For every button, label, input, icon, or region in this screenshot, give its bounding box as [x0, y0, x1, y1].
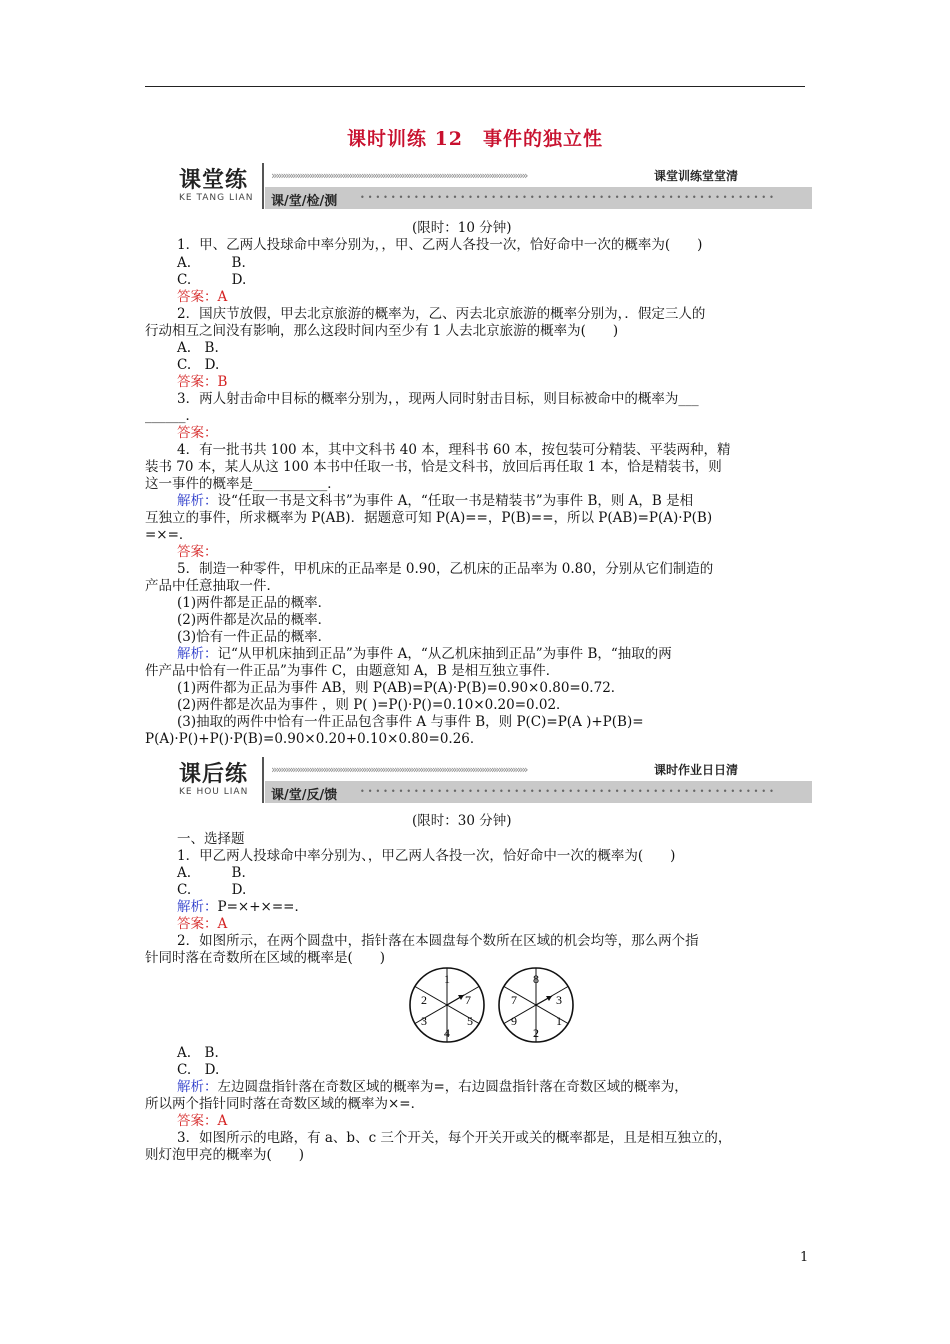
text-line: (2)两件都是次品为事件 ，则 P( )=P()·P()=0.10×0.20=0.02．	[177, 697, 570, 713]
text-line: A. B.	[177, 255, 246, 271]
text-line: C. D.	[177, 357, 220, 373]
banner-tag: 课堂训练堂堂清	[650, 167, 742, 184]
text-line: 件产品中恰有一件正品”为事件 C，由题意知 A，B 是相互独立事件．	[145, 663, 560, 679]
text-line: 互独立的事件，所求概率为 P(AB)．据题意可知 P(A)==，P(B)==，所以 P(AB)=P(A)·P(B)	[145, 510, 713, 526]
text-line: 产品中任意抽取一件．	[145, 578, 280, 594]
text-line: =×=．	[145, 527, 193, 543]
text-line: (3)抽取的两件中恰有一件正品包含事件 A 与事件 B，则 P(C)=P(A )+P(B)=	[177, 714, 644, 730]
text-line: 则灯泡甲亮的概率为( )	[145, 1147, 305, 1163]
spinner-disc-right	[499, 968, 573, 1042]
text-line: 1．甲、乙两人投球命中率分别为，，甲、乙两人各投一次，恰好命中一次的概率为( )	[177, 237, 703, 253]
text-line: 行动相互之间没有影响，那么这段时间内至少有 1 人去北京旅游的概率为( )	[145, 323, 619, 339]
text-line: A. B.	[177, 865, 246, 881]
explanation-line: 解析：设“任取一书是文科书”为事件 A，“任取一书是精装书”为事件 B，则 A，B 是相	[177, 493, 694, 509]
header-rule	[145, 86, 805, 87]
time-limit: (限时：10 分钟)	[412, 220, 512, 236]
explanation-label: 解析：	[177, 493, 218, 509]
text-line: 2．如图所示，在两个圆盘中，指针落在本圆盘每个数所在区域的机会均等，那么两个指	[177, 933, 699, 949]
time-limit: (限时：30 分钟)	[412, 813, 512, 829]
dot-pattern: ••••••••••••••••••••••••••••••••••••••••••••••••••••••	[360, 193, 777, 202]
text-line: A. B.	[177, 1045, 219, 1061]
disc-label: 9	[511, 1014, 517, 1028]
explanation-line: 解析：P=×+×==．	[177, 899, 308, 915]
text-line: (2)两件都是次品的概率．	[177, 612, 332, 628]
banner-subheading: 课/堂/检/测	[271, 194, 338, 209]
text-line: P(A)·P()+P()·P(B)=0.90×0.20+0.10×0.80=0.26．	[145, 731, 484, 747]
explanation-line: 解析：记“从甲机床抽到正品”为事件 A，“从乙机床抽到正品”为事件 B，“抽取的两	[177, 646, 672, 662]
explanation-label: 解析：	[177, 899, 218, 915]
explanation-label: 解析：	[177, 1079, 218, 1095]
banner-subheading: 课/堂/反/馈	[271, 788, 338, 803]
spinner-figure	[402, 966, 590, 1044]
disc-label: 7	[511, 993, 517, 1007]
explanation-line: 解析：左边圆盘指针落在奇数区域的概率为=，右边圆盘指针落在奇数区域的概率为，	[177, 1079, 688, 1095]
page-title: 课时训练 12 事件的独立性	[346, 128, 604, 150]
section-heading: 一、选择题	[177, 831, 245, 847]
banner-heading: 课后练	[179, 762, 249, 787]
text-line: 这一事件的概率是___________．	[145, 476, 341, 492]
answer-line: 答案：A	[177, 1113, 228, 1129]
dot-pattern: ••••••••••••••••••••••••••••••••••••••••••••••••••••••	[360, 787, 777, 796]
text-line: 2．国庆节放假，甲去北京旅游的概率为，乙、丙去北京旅游的概率分别为，．假定三人的	[177, 306, 706, 322]
disc-label: 3	[556, 993, 562, 1007]
text-line: A. B.	[177, 340, 219, 356]
disc-label: 3	[421, 1014, 427, 1028]
text-line: C. D.	[177, 882, 247, 898]
text-line: C. D.	[177, 1062, 220, 1078]
section-banner-classwork	[175, 163, 812, 213]
disc-label: 7	[465, 993, 471, 1007]
text-line: C. D.	[177, 272, 247, 288]
text-line: 所以两个指针同时落在奇数区域的概率为×=．	[145, 1096, 425, 1112]
disc-label: 1	[556, 1014, 562, 1028]
disc-label: 2	[533, 1026, 539, 1040]
answer-line: 答案：	[177, 425, 218, 441]
disc-label: 1	[444, 972, 450, 986]
disc-label: 5	[467, 1014, 473, 1028]
page-number: 1	[800, 1250, 809, 1265]
banner-pinyin: KE TANG LIAN	[179, 193, 254, 203]
arrow-pattern: »»»»»»»»»»»»»»»»»»»»»»»»»»»»»»»»»»»»»»»»»»»»»»»»»»»»»»	[271, 763, 527, 776]
answer-line: 答案：A	[177, 916, 228, 932]
answer-line: 答案：	[177, 544, 218, 560]
explanation-label: 解析：	[177, 646, 218, 662]
text-line: 4．有一批书共 100 本，其中文科书 40 本，理科书 60 本，按包装可分精装、平装两种，精	[177, 442, 731, 458]
spinner-disc-left	[410, 968, 484, 1042]
text-line: 5．制造一种零件，甲机床的正品率是 0.90，乙机床的正品率为 0.80，分别从它们制造的	[177, 561, 714, 577]
section-banner-homework	[175, 757, 812, 807]
arrow-pattern: »»»»»»»»»»»»»»»»»»»»»»»»»»»»»»»»»»»»»»»»»»»»»»»»»»»»»»	[271, 169, 527, 182]
disc-label: 4	[444, 1026, 450, 1040]
text-line: (1)两件都为正品为事件 AB，则 P(AB)=P(A)·P(B)=0.90×0.80=0.72．	[177, 680, 625, 696]
disc-label: 8	[533, 972, 539, 986]
text-line: 1．甲乙两人投球命中率分别为、，甲乙两人各投一次，恰好命中一次的概率为( )	[177, 848, 676, 864]
text-line: (1)两件都是正品的概率．	[177, 595, 332, 611]
banner-heading: 课堂练	[179, 168, 249, 193]
disc-label: 2	[421, 993, 427, 1007]
banner-pinyin: KE HOU LIAN	[179, 787, 249, 797]
text-line: 针同时落在奇数所在区域的概率是( )	[145, 950, 386, 966]
text-line: 3．如图所示的电路，有 a、b、c 三个开关，每个开关开或关的概率都是，且是相互独立的，	[177, 1130, 732, 1146]
text-line: 3．两人射击命中目标的概率分别为，，现两人同时射击目标，则目标被命中的概率为___	[177, 391, 699, 407]
text-line: 装书 70 本，某人从这 100 本书中任取一书，恰是文科书，放回后再任取 1 本，恰是精装书，则	[145, 459, 722, 475]
text-line: ______．	[145, 408, 199, 424]
text-line: (3)恰有一件正品的概率．	[177, 629, 332, 645]
banner-tag: 课时作业日日清	[650, 761, 742, 778]
answer-line: 答案：A	[177, 289, 228, 305]
answer-line: 答案：B	[177, 374, 228, 390]
